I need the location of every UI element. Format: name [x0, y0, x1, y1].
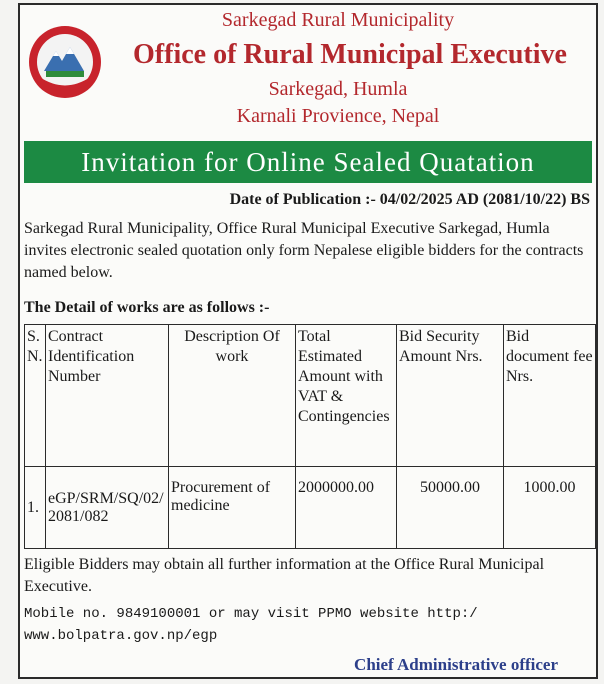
municipality-name: Sarkegad Rural Municipality [221, 9, 455, 31]
table-row [25, 467, 596, 549]
footer-info: Eligible Bidders may obtain all further information at the Office Rural Municipal Executive. [24, 556, 545, 595]
cell-doc-fee: 1000.00 [504, 467, 596, 549]
office-location: Sarkegad, Humla [268, 78, 408, 100]
details-heading: The Detail of works are as follows :- [24, 299, 270, 316]
notice-page [18, 3, 598, 679]
works-table [24, 324, 596, 549]
header-bid-security: Bid Security Amount Nrs. [397, 325, 504, 467]
intro-paragraph: Sarkegad Rural Municipality, Office Rural Municipal Executive Sarkegad, Humla invites electronic sealed quotation only form Nepalese eligible bidders for the contracts named below. [24, 220, 584, 281]
cell-description: Procurement of medicine [169, 467, 296, 549]
cell-estimate: 2000000.00 [296, 467, 397, 549]
footer-contact: Mobile no. 9849100001 or may visit PPMO website http:/ www.bolpatra.gov.np/egp [24, 606, 478, 644]
cell-bid-security: 50000.00 [397, 467, 504, 549]
header-doc-fee: Bid document fee Nrs. [504, 325, 596, 467]
header-description: Description Of work [169, 325, 296, 467]
signature: Chief Administrative officer [354, 655, 558, 674]
office-name: Office of Rural Municipal Executive [133, 39, 567, 70]
header-contract-id: Contract Identification Number [46, 325, 169, 467]
notice-header [20, 5, 596, 137]
header-estimate: Total Estimated Amount with VAT & Contingencies [296, 325, 397, 467]
notice-title-banner: Invitation for Online Sealed Quatation [24, 141, 592, 183]
publication-date: Date of Publication :- 04/02/2025 AD (2081/10/22) BS [229, 191, 590, 208]
office-province: Karnali Provience, Nepal [236, 105, 440, 127]
cell-contract-id: eGP/SRM/SQ/02/2081/082 [46, 467, 169, 549]
cell-sn: 1. [25, 467, 46, 549]
table-header-row [25, 325, 596, 467]
header-sn: S. N. [25, 325, 46, 467]
